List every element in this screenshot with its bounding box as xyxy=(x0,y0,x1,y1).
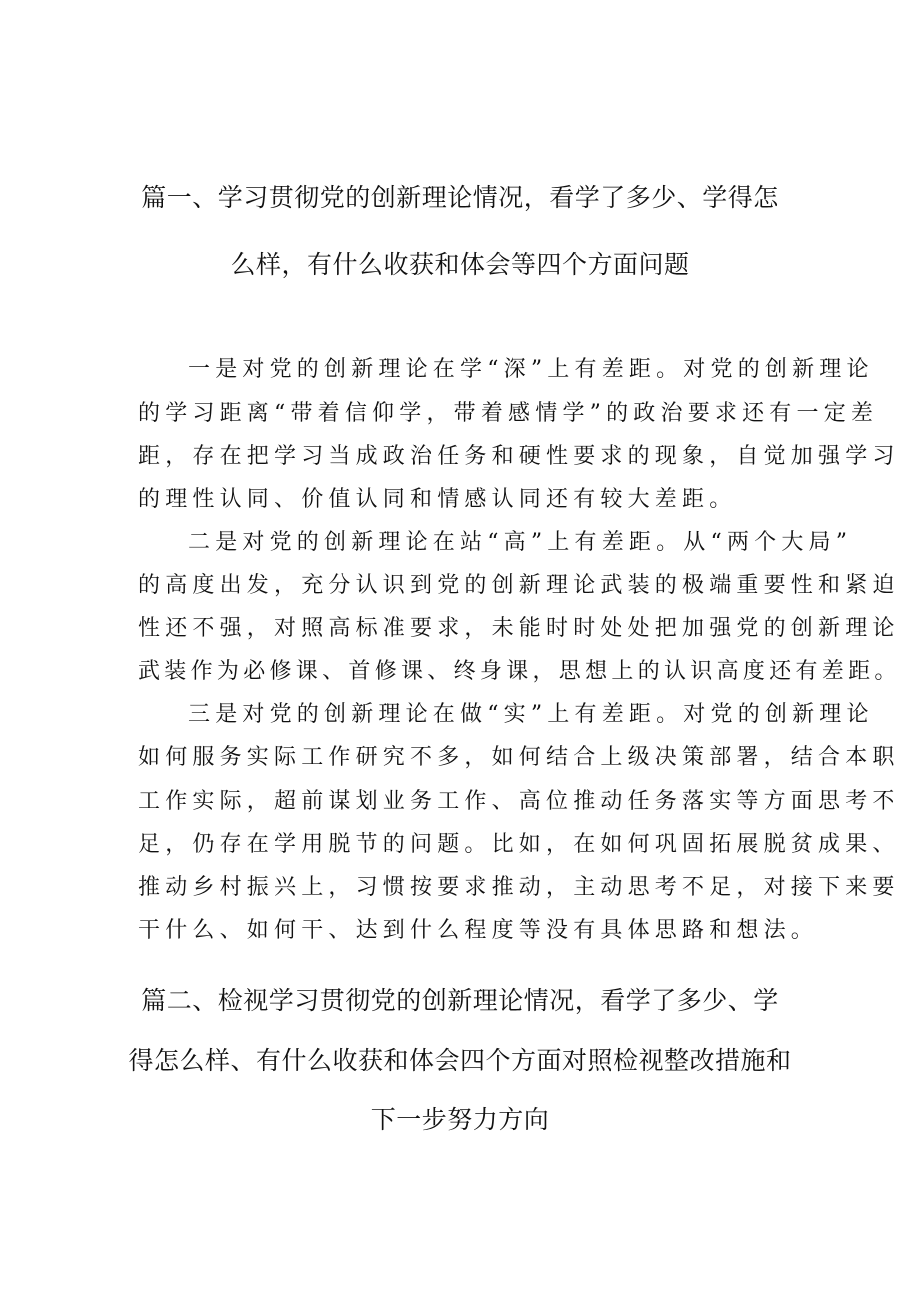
paragraph-3-line-2: 如何服务实际工作研究不多，如何结合上级决策部署，结合本职 xyxy=(138,745,900,770)
paragraph-3-line-1: 三是对党的创新理论在做“实”上有差距。对党的创新理论 xyxy=(188,702,874,727)
paragraph-2-line-2: 的高度出发，充分认识到党的创新理论武装的极端重要性和紧迫 xyxy=(138,573,900,598)
section2-title-line-1: 篇二、检视学习贯彻党的创新理论情况，看学了多少、学 xyxy=(141,986,779,1015)
paragraph-3-line-5: 推动乡村振兴上，习惯按要求推动，主动思考不足，对接下来要 xyxy=(138,875,900,900)
paragraph-2-line-3: 性还不强，对照高标准要求，未能时时处处把加强党的创新理论 xyxy=(138,616,900,641)
section2-title-line-3: 下一步努力方向 xyxy=(370,1105,550,1134)
paragraph-3-line-6: 干什么、如何干、达到什么程度等没有具体思路和想法。 xyxy=(138,918,819,943)
paragraph-1-line-4: 的理性认同、价值认同和情感认同还有较大差距。 xyxy=(138,487,737,512)
section2-title-line-2: 得怎么样、有什么收获和体会四个方面对照检视整改措施和 xyxy=(128,1046,792,1075)
paragraph-3-line-3: 工作实际，超前谋划业务工作、高位推动任务落实等方面思考不 xyxy=(138,789,900,814)
section1-title-line-1: 篇一、学习贯彻党的创新理论情况，看学了多少、学得怎 xyxy=(141,183,779,212)
paragraph-1-line-1: 一是对党的创新理论在学“深”上有差距。对党的创新理论 xyxy=(188,357,874,382)
paragraph-1-line-2: 的学习距离“带着信仰学，带着感情学”的政治要求还有一定差 xyxy=(138,401,879,426)
paragraph-1-line-3: 距，存在把学习当成政治任务和硬性要求的现象，自觉加强学习 xyxy=(138,444,900,469)
paragraph-3-line-4: 足，仍存在学用脱节的问题。比如，在如何巩固拓展脱贫成果、 xyxy=(138,832,900,857)
paragraph-2-line-4: 武装作为必修课、首修课、终身课，思想上的认识高度还有差距。 xyxy=(138,659,901,684)
paragraph-2-line-1: 二是对党的创新理论在站“高”上有差距。从“两个大局” xyxy=(188,530,853,555)
section1-title-line-2: 么样，有什么收获和体会等四个方面问题 xyxy=(230,250,690,279)
